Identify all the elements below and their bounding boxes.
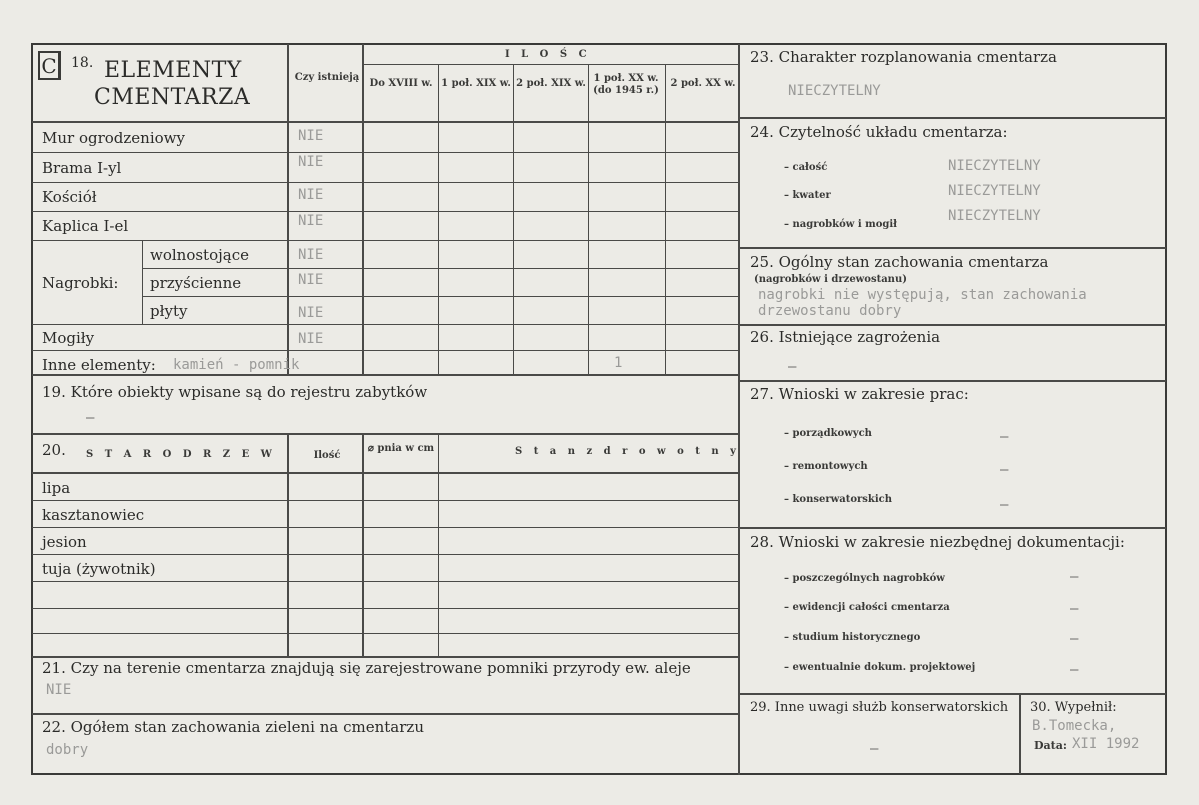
s21-title: 21. Czy na terenie cmentarza znajdują się zarejestrowane pomniki przyrody ew. aleje (42, 659, 691, 677)
row-value-freestanding: NIE (298, 247, 324, 263)
s27-value-conservation: – (1000, 497, 1009, 513)
s28-label-records: – ewidencji całości cmentarza (784, 602, 950, 613)
s25-value-line2: drzewostanu dobry (758, 303, 902, 319)
s28-label-historical-study: – studium historycznego (784, 632, 921, 643)
s21-value: NIE (46, 682, 72, 698)
period-header-3: 2 poł. XIX w. (516, 78, 586, 89)
s27-value-cleanup: – (1000, 429, 1009, 445)
row-label-wall-mounted: przyścienne (150, 274, 242, 292)
row-value-chapel: NIE (298, 213, 324, 229)
row-label-chapel: Kaplica I-el (42, 217, 129, 235)
col-header-quantity: I L O Ś C (505, 49, 591, 60)
s24-label-tombs-graves: – nagrobków i mogił (784, 219, 898, 230)
s29-number (750, 701, 1008, 714)
s30-date-label: Data: (1034, 739, 1067, 752)
s25-subtitle: (nagrobków i drzewostanu) (754, 274, 907, 285)
row-label-graves: Mogiły (42, 329, 95, 347)
s27-title: 27. Wnioski w zakresie prac: (750, 385, 969, 403)
row-value-slabs: NIE (298, 305, 324, 321)
s18-title-line1: ELEMENTY (104, 58, 242, 83)
s20-col-qty: Ilość (313, 450, 341, 461)
s27-label-cleanup: – porządkowych (784, 428, 872, 439)
s24-value-quarters: NIECZYTELNY (948, 183, 1041, 199)
s26-value: – (788, 359, 797, 375)
period-header-2: 1 poł. XIX w. (441, 78, 511, 89)
s20-title: S T A R O D R Z E W (86, 449, 276, 460)
s29-title: 29. Inne uwagi służb konserwatorskich (750, 700, 1009, 715)
s30-date: XII 1992 (1072, 736, 1140, 752)
row-value-wall-mounted: NIE (298, 272, 324, 288)
s26-title: 26. Istniejące zagrożenia (750, 328, 941, 346)
s22-value: dobry (46, 742, 89, 758)
s28-label-individual-tombs: – poszczególnych nagrobków (784, 573, 945, 584)
tree-row-3: jesion (42, 533, 87, 551)
s27-label-renovation: – remontowych (784, 461, 868, 472)
s25-title: 25. Ogólny stan zachowania cmentarza (750, 253, 1049, 271)
s29-value: – (870, 741, 879, 757)
row-label-other-elements: Inne elementy: (42, 356, 156, 374)
row-label-wall: Mur ogrodzeniowy (42, 129, 185, 147)
tree-row-1: lipa (42, 479, 71, 497)
s27-label-conservation: – konserwatorskich (784, 494, 892, 505)
tree-row-2: kasztanowiec (42, 506, 145, 524)
tree-row-4: tuja (żywotnik) (42, 560, 156, 578)
row-label-slabs: płyty (150, 302, 188, 320)
s24-title: 24. Czytelność układu cmentarza: (750, 123, 1008, 141)
s30-title: 30. Wypełnił: (1030, 700, 1117, 715)
period-header-5: 2 poł. XX w. (670, 78, 736, 89)
row-label-tombstones: Nagrobki: (42, 274, 119, 292)
row-label-gate: Brama I-yl (42, 159, 122, 177)
section-letter-box: C (38, 51, 61, 80)
s28-value-project-docs: – (1070, 662, 1079, 678)
s30-filled-by: B.Tomecka, (1032, 718, 1117, 734)
row-count-other-elements: 1 (614, 355, 623, 371)
s27-value-renovation: – (1000, 462, 1009, 478)
period-header-1: Do XVIII w. (369, 78, 433, 89)
s28-value-records: – (1070, 601, 1079, 617)
row-value-gate: NIE (298, 154, 324, 170)
s19-title: 19. Które obiekty wpisane są do rejestru zabytków (42, 383, 428, 401)
s20-col-diameter: ⌀ pnia w cm (367, 443, 435, 454)
row-value-graves: NIE (298, 331, 324, 347)
s24-value-tombs-graves: NIECZYTELNY (948, 208, 1041, 224)
row-value-church: NIE (298, 187, 324, 203)
col-header-exists: Czy istnieją (294, 72, 360, 83)
period-header-4: 1 poł. XX w. (do 1945 r.) (593, 73, 659, 96)
row-label-freestanding: wolnostojące (150, 246, 249, 264)
s24-label-whole: – całość (784, 162, 828, 173)
s24-label-quarters: – kwater (784, 190, 831, 201)
s23-value: NIECZYTELNY (788, 83, 881, 99)
s25-value-line1: nagrobki nie występują, stan zachowania (758, 287, 1087, 303)
s23-title: 23. Charakter rozplanowania cmentarza (750, 48, 1057, 66)
s28-value-individual-tombs: – (1070, 569, 1079, 585)
s20-col-health: S t a n z d r o w o t n y (515, 446, 740, 457)
s19-value: – (86, 410, 95, 426)
s20-number: 20. (42, 441, 66, 459)
row-label-church: Kościół (42, 188, 97, 206)
s28-title: 28. Wnioski w zakresie niezbędnej dokumentacji: (750, 533, 1125, 551)
s22-title: 22. Ogółem stan zachowania zieleni na cmentarzu (42, 718, 424, 736)
s18-number: 18. (71, 55, 94, 71)
s18-title-line2: CMENTARZA (94, 85, 251, 110)
s28-value-historical-study: – (1070, 631, 1079, 647)
row-value-other-elements: kamień - pomnik (173, 357, 300, 373)
s24-value-whole: NIECZYTELNY (948, 158, 1041, 174)
s28-label-project-docs: – ewentualnie dokum. projektowej (784, 662, 976, 673)
row-value-wall: NIE (298, 128, 324, 144)
